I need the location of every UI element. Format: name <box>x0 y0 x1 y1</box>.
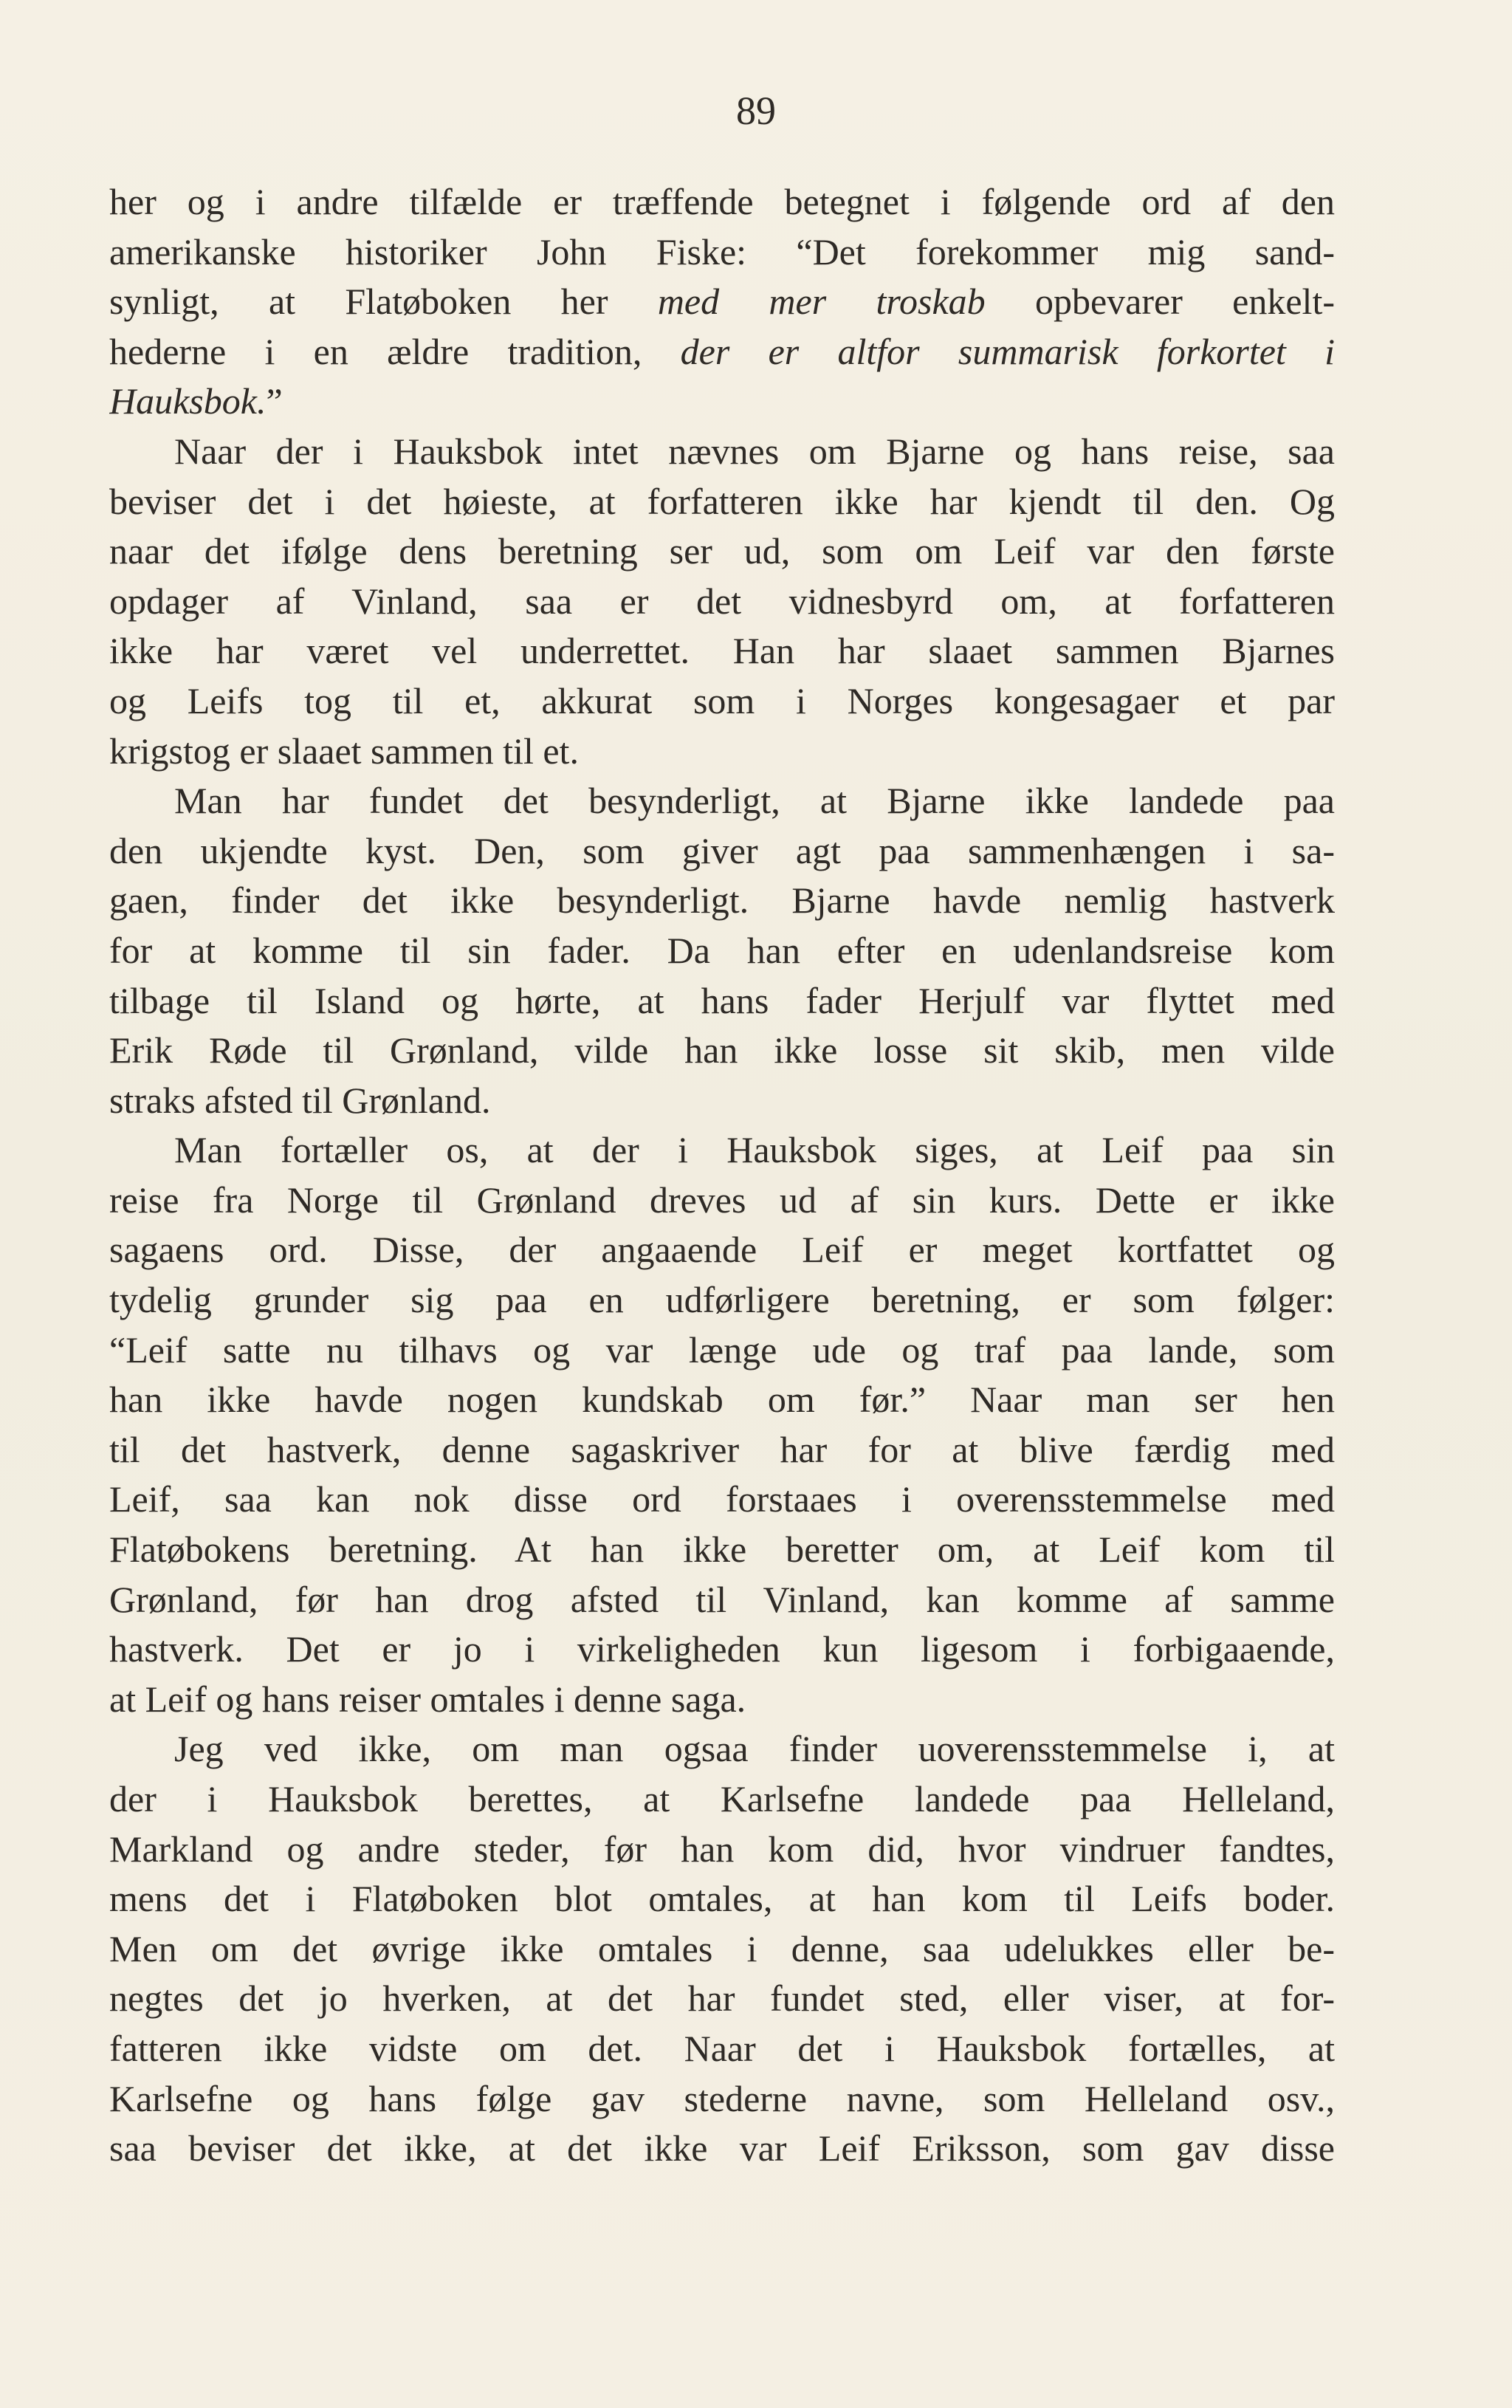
text-segment: opbevarer enkelt- <box>985 281 1335 323</box>
text-line: til det hastverk, denne sagaskriver har for at blive færdig med <box>109 1428 1335 1470</box>
text-line: han ikke havde nogen kundskab om før.” Naar man ser hen <box>109 1379 1335 1421</box>
text-line: straks afsted til Grønland. <box>109 1079 491 1121</box>
text-line: amerikanske historiker John Fiske: “Det forekommer mig sand- <box>109 230 1335 272</box>
text-line: tydelig grunder sig paa en udførligere beretning, er som følger: <box>109 1279 1335 1321</box>
text-line: gaen, finder det ikke besynderligt. Bjarne havde nemlig hastverk <box>109 879 1335 922</box>
text-line: for at komme til sin fader. Da han efter en udenlandsreise kom <box>109 929 1335 971</box>
text-line: fatteren ikke vidste om det. Naar det i Hauksbok fortælles, at <box>109 2027 1335 2069</box>
text-line: hastverk. Det er jo i virkeligheden kun ligesom i forbigaaende, <box>109 1628 1335 1670</box>
text-line: sagaens ord. Disse, der angaaende Leif er meget kortfattet og <box>109 1229 1335 1271</box>
italic-text-segment: Hauksbok. <box>109 380 267 422</box>
text-line: den ukjendte kyst. Den, som giver agt paa sammenhængen i sa- <box>109 829 1335 871</box>
text-line: Man har fundet det besynderligt, at Bjarne ikke landede paa <box>174 780 1335 822</box>
text-line: Jeg ved ikke, om man ogsaa finder uoverensstemmelse i, at <box>174 1728 1335 1770</box>
text-line: Erik Røde til Grønland, vilde han ikke losse sit skib, men vilde <box>109 1029 1335 1071</box>
text-line: “Leif satte nu tilhavs og var længe ude og traf paa lande, som <box>109 1328 1335 1371</box>
text-line: tilbage til Island og hørte, at hans fader Herjulf var flyttet med <box>109 979 1335 1021</box>
text-line: beviser det i det høieste, at forfatteren ikke har kjendt til den. Og <box>109 480 1335 522</box>
text-line: at Leif og hans reiser omtales i denne saga. <box>109 1678 746 1720</box>
body-text <box>109 177 1335 2174</box>
text-line <box>109 327 1335 377</box>
page-number: 89 <box>736 89 776 133</box>
text-line: der i Hauksbok berettes, at Karlsefne landede paa Helleland, <box>109 1778 1335 1819</box>
text-line: naar det ifølge dens beretning ser ud, som om Leif var den første <box>109 530 1335 572</box>
text-line: Flatøbokens beretning. At han ikke beretter om, at Leif kom til <box>109 1529 1335 1571</box>
text-line: Men om det øvrige ikke omtales i denne, saa udelukkes eller be- <box>109 1927 1335 1969</box>
text-line: saa beviser det ikke, at det ikke var Leif Eriksson, som gav disse <box>109 2127 1335 2169</box>
text-line <box>109 277 1335 327</box>
text-segment: synligt, at Flatøboken her <box>109 281 658 323</box>
text-line <box>109 377 1335 427</box>
text-line: her og i andre tilfælde er træffende betegnet i følgende ord af den <box>109 181 1335 222</box>
text-line: ikke har været vel underrettet. Han har slaaet sammen Bjarnes <box>109 630 1335 672</box>
text-line: reise fra Norge til Grønland dreves ud af sin kurs. Dette er ikke <box>109 1179 1335 1221</box>
text-line: Markland og andre steder, før han kom did, hvor vindruer fandtes, <box>109 1828 1335 1870</box>
text-line: Naar der i Hauksbok intet nævnes om Bjarne og hans reise, saa <box>174 430 1335 472</box>
text-line: krigstog er slaaet sammen til et. <box>109 730 579 772</box>
italic-text-segment: med mer troskab <box>657 281 986 323</box>
text-line: opdager af Vinland, saa er det vidnesbyrd om, at forfatteren <box>109 580 1335 622</box>
text-line: og Leifs tog til et, akkurat som i Norges kongesagaer et par <box>109 679 1335 721</box>
text-line: Grønland, før han drog afsted til Vinland, kan komme af samme <box>109 1578 1335 1620</box>
text-line: mens det i Flatøboken blot omtales, at han kom til Leifs boder. <box>109 1878 1335 1920</box>
text-segment: ” <box>266 380 283 422</box>
text-line: Man fortæller os, at der i Hauksbok siges, at Leif paa sin <box>174 1129 1335 1171</box>
text-line: Karlsefne og hans følge gav stederne navne, som Helleland osv., <box>109 2077 1335 2119</box>
text-segment: hederne i en ældre tradition, <box>109 330 681 372</box>
italic-text-segment: der er altfor summarisk forkortet i <box>680 330 1335 372</box>
text-line: Leif, saa kan nok disse ord forstaaes i overensstemmelse med <box>109 1478 1335 1520</box>
text-line: negtes det jo hverken, at det har fundet sted, eller viser, at for- <box>109 1977 1335 2020</box>
